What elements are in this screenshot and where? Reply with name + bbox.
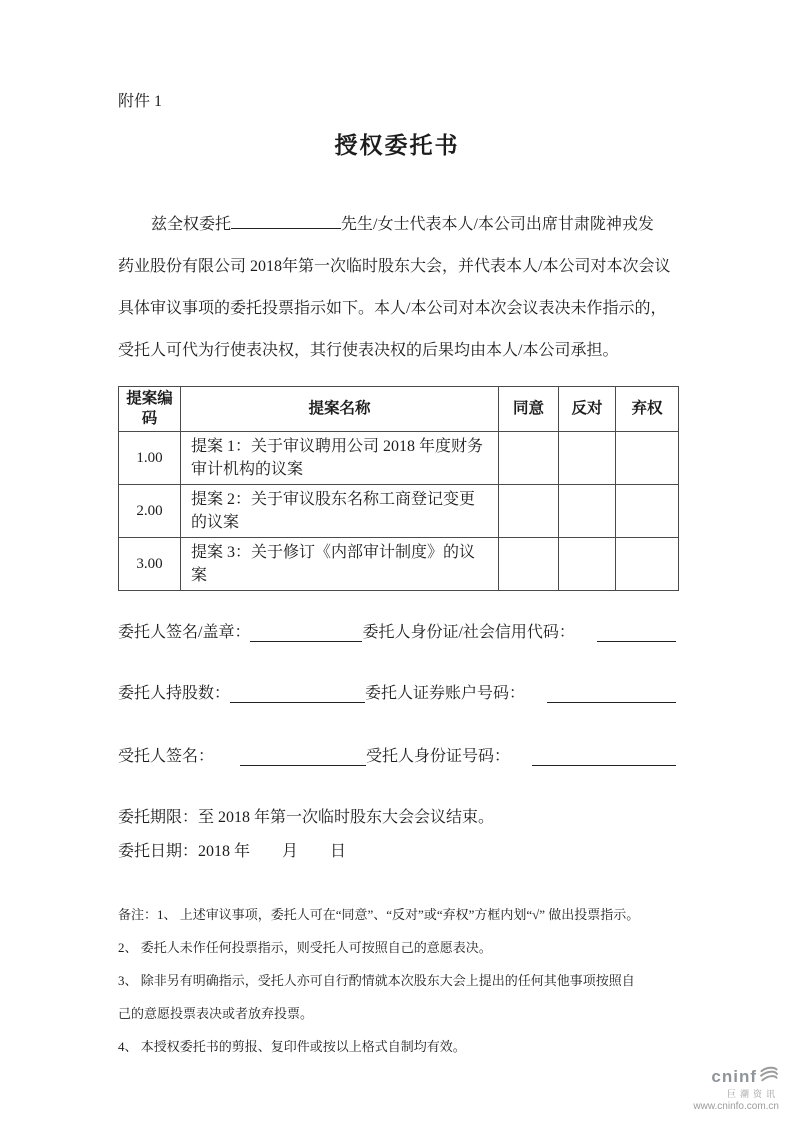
principal-account-blank <box>547 699 676 703</box>
vote-cell-abstain-3 <box>616 538 679 591</box>
document-content <box>118 0 676 1063</box>
trustee-id-label: 受托人身份证号码： <box>366 748 511 765</box>
intro-line-1 <box>118 204 676 246</box>
intro-line1-suffix: 先生/女士代表本人/本公司出席甘肃陇神戎发 <box>341 216 654 233</box>
header-cell-agree: 同意 <box>499 387 559 432</box>
table-header-row <box>119 387 679 432</box>
trustee-signature-label: 受托人签名： <box>118 748 215 765</box>
proposals-table <box>118 386 679 591</box>
signature-row-trustee <box>118 743 676 766</box>
header-cell-abstain: 弃权 <box>616 387 679 432</box>
proposal-name-cell: 提案 2：关于审议股东名称工商登记变更的议案 <box>181 485 499 538</box>
signature-row-shares <box>118 680 676 703</box>
vote-cell-agree-2 <box>499 485 559 538</box>
principal-signature-blank <box>250 638 362 642</box>
principal-shares-blank <box>230 699 365 703</box>
notes-section <box>118 898 676 1063</box>
trustee-id-blank <box>532 762 676 766</box>
vote-cell-abstain-2 <box>616 485 679 538</box>
trustee-signature-blank <box>240 762 366 766</box>
page-title: 授权委托书 <box>334 132 460 158</box>
intro-line-3: 具体审议事项的委托投票指示如下。本人/本公司对本次会议表决未作指示的， <box>118 300 667 317</box>
principal-id-label: 委托人身份证/社会信用代码： <box>362 624 575 641</box>
cninfo-logo <box>693 1064 779 1089</box>
cninfo-brand-cn: 巨潮资讯 <box>726 1089 779 1099</box>
principal-account-label: 委托人证券账户号码： <box>365 685 526 702</box>
intro-line-2: 药业股份有限公司 2018年第一次临时股东大会，并代表本人/本公司对本次会议 <box>118 258 671 275</box>
cninfo-swirl-icon <box>759 1064 779 1089</box>
vote-cell-oppose-1 <box>559 432 616 485</box>
intro-line-4: 受托人可代为行使表决权，其行使表决权的后果均由本人/本公司承担。 <box>118 342 619 359</box>
table-row <box>119 432 679 485</box>
proxy-name-blank <box>231 213 341 229</box>
vote-cell-agree-1 <box>499 432 559 485</box>
intro-line1-prefix: 兹全权委托 <box>151 216 232 233</box>
header-cell-name: 提案名称 <box>181 387 499 432</box>
vote-cell-agree-3 <box>499 538 559 591</box>
header-cell-code: 提案编码 <box>119 387 181 432</box>
signature-row-principal <box>118 619 676 642</box>
proposal-name-cell: 提案 3：关于修订《内部审计制度》的议案 <box>181 538 499 591</box>
note-line-1: 备注：1、 上述审议事项，委托人可在“同意”、“反对”或“弃权”方框内划“√” 做出投票指示。 <box>118 907 640 922</box>
note-line-4: 己的意愿投票表决或者放弃投票。 <box>118 1006 314 1021</box>
principal-shares-label: 委托人持股数： <box>118 685 231 702</box>
cninfo-brand-text: cninf <box>711 1066 757 1086</box>
proposal-code-cell: 3.00 <box>119 538 181 591</box>
header-cell-oppose: 反对 <box>559 387 616 432</box>
proposal-name-cell: 提案 1：关于审议聘用公司 2018 年度财务审计机构的议案 <box>181 432 499 485</box>
note-line-3: 3、 除非另有明确指示，受托人亦可自行酌情就本次股东大会上提出的任何其他事项按照自 <box>118 973 635 988</box>
vote-cell-abstain-1 <box>616 432 679 485</box>
cninfo-watermark <box>693 1064 779 1112</box>
date-line: 委托日期：2018 年 月 日 <box>118 843 347 860</box>
cninfo-url: www.cninfo.com.cn <box>693 1101 779 1112</box>
note-line-2: 2、 委托人未作任何投票指示，则受托人可按照自己的意愿表决。 <box>118 940 492 955</box>
duration-line: 委托期限：至 2018 年第一次临时股东大会会议结束。 <box>118 809 495 826</box>
table-row <box>119 485 679 538</box>
attachment-label: 附件 1 <box>118 93 163 110</box>
principal-id-blank <box>597 638 676 642</box>
proposal-code-cell: 2.00 <box>119 485 181 538</box>
proposal-code-cell: 1.00 <box>119 432 181 485</box>
intro-paragraph <box>118 204 676 372</box>
principal-signature-label: 委托人签名/盖章： <box>118 624 251 641</box>
note-line-5: 4、 本授权委托书的剪报、复印件或按以上格式自制均有效。 <box>118 1039 466 1054</box>
vote-cell-oppose-3 <box>559 538 616 591</box>
table-row <box>119 538 679 591</box>
vote-cell-oppose-2 <box>559 485 616 538</box>
